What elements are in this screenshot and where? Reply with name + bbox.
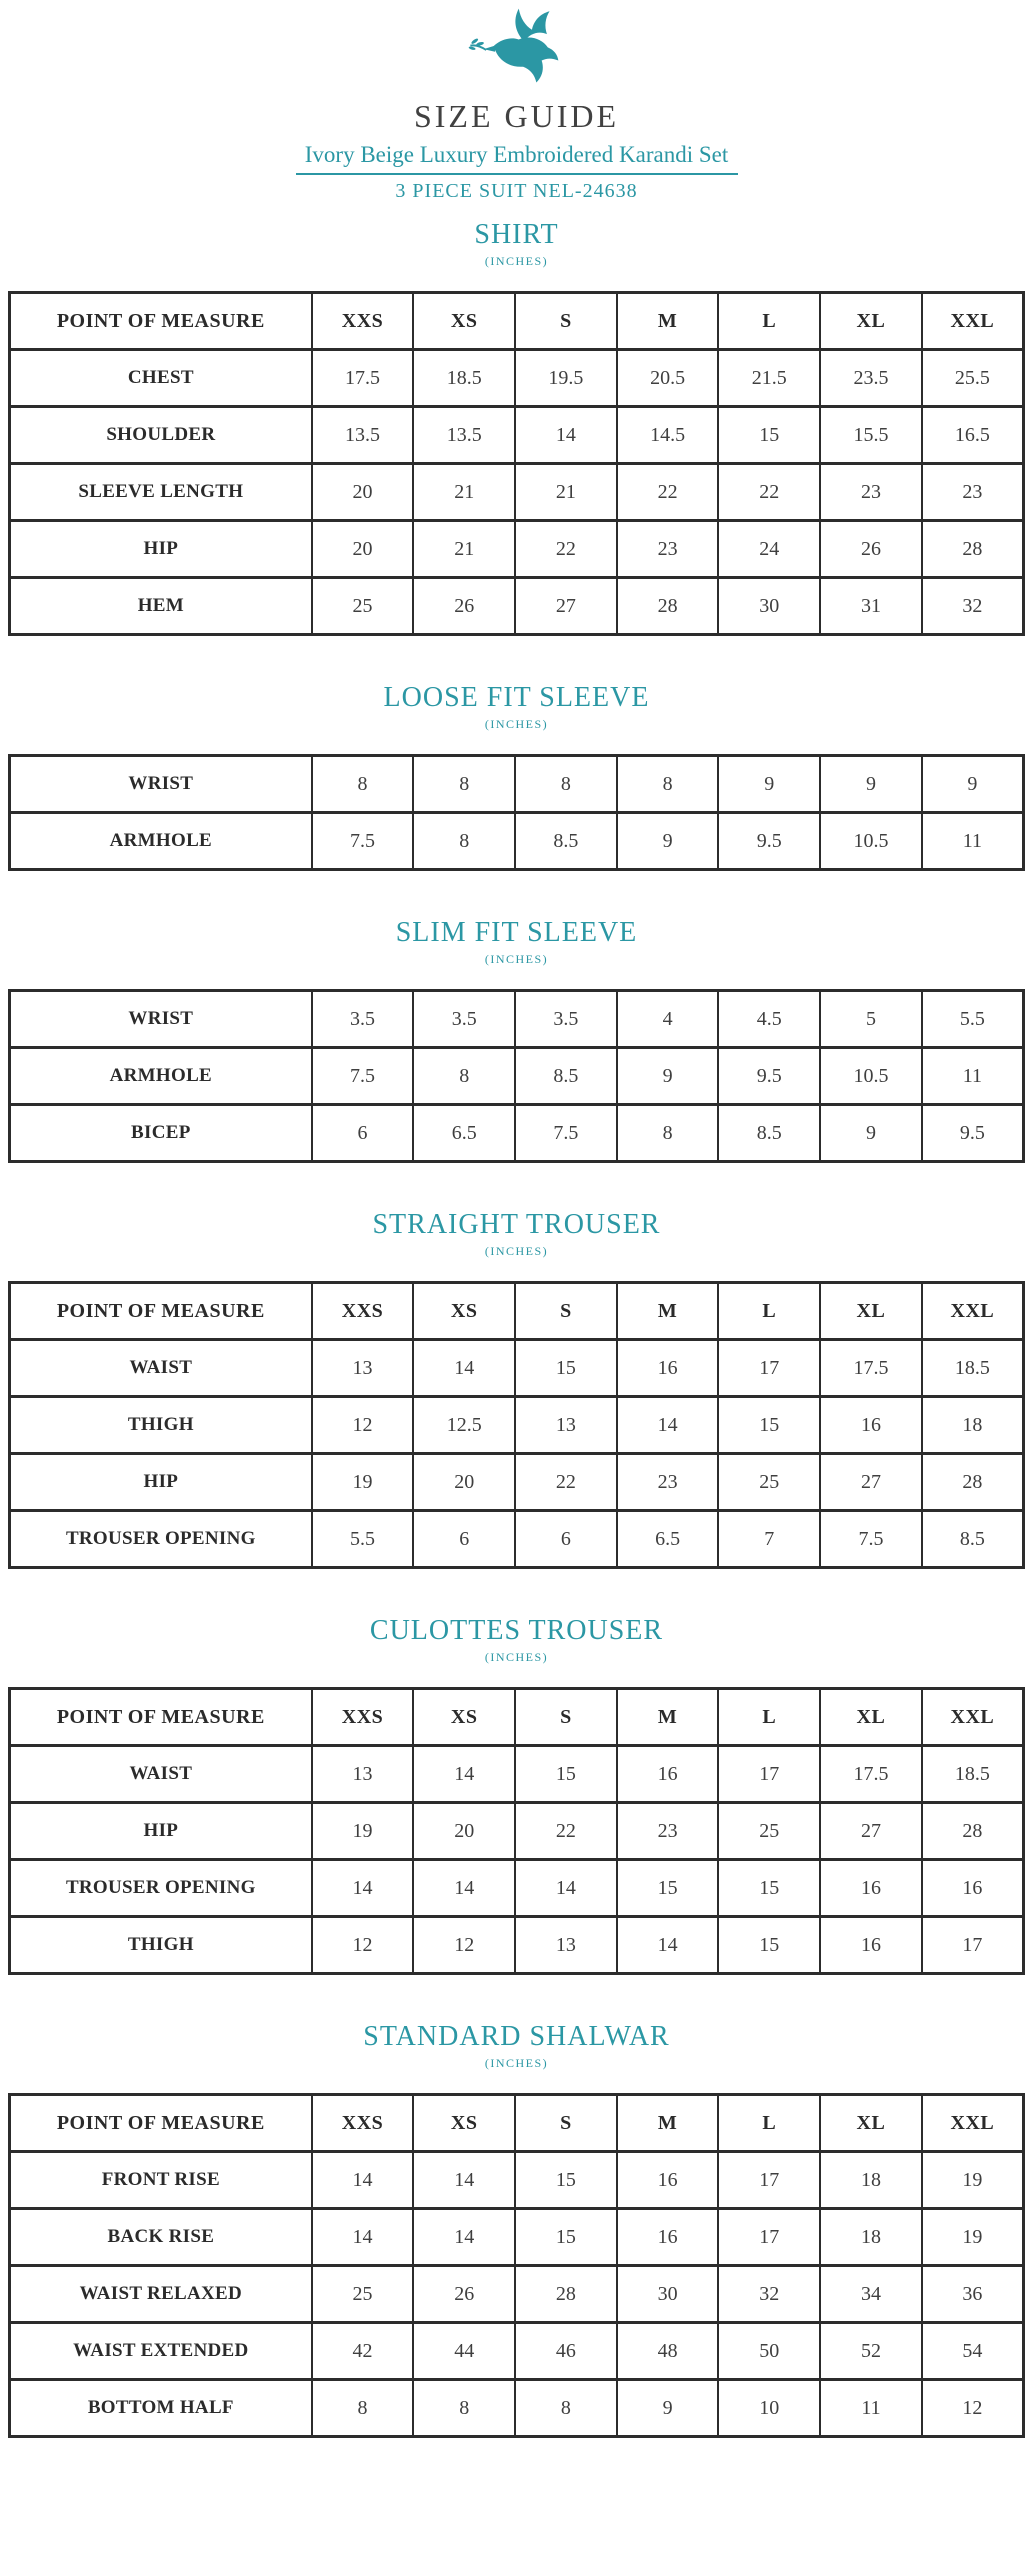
size-value-cell: 23 bbox=[922, 464, 1024, 521]
size-value-cell: 17 bbox=[718, 1340, 820, 1397]
size-value-cell: 54 bbox=[922, 2323, 1024, 2380]
size-value-cell: 25 bbox=[312, 2266, 414, 2323]
size-value-cell: 9 bbox=[617, 813, 719, 870]
size-value-cell: 14 bbox=[617, 1397, 719, 1454]
size-value-cell: 16 bbox=[820, 1917, 922, 1974]
size-value-cell: 17.5 bbox=[312, 350, 414, 407]
size-value-cell: 6 bbox=[312, 1105, 414, 1162]
size-value-cell: 19 bbox=[922, 2209, 1024, 2266]
size-value-cell: 12 bbox=[312, 1397, 414, 1454]
size-value-cell: 25.5 bbox=[922, 350, 1024, 407]
size-value-cell: 17 bbox=[718, 2152, 820, 2209]
size-value-cell: 14 bbox=[413, 2209, 515, 2266]
size-column-header: S bbox=[515, 1283, 617, 1340]
size-column-header: L bbox=[718, 1283, 820, 1340]
page-title: SIZE GUIDE bbox=[413, 98, 620, 134]
measure-row bbox=[10, 2323, 1024, 2380]
olive-leaf bbox=[468, 46, 476, 51]
size-value-cell: 9 bbox=[820, 1105, 922, 1162]
size-value-cell: 6.5 bbox=[413, 1105, 515, 1162]
size-column-header: XXS bbox=[312, 1689, 414, 1746]
size-value-cell: 16.5 bbox=[922, 407, 1024, 464]
size-value-cell: 5.5 bbox=[312, 1511, 414, 1568]
size-value-cell: 13 bbox=[312, 1746, 414, 1803]
size-value-cell: 14 bbox=[413, 1340, 515, 1397]
size-column-header: XXS bbox=[312, 2095, 414, 2152]
size-value-cell: 14 bbox=[515, 1860, 617, 1917]
measure-row-label: ARMHOLE bbox=[10, 813, 312, 870]
unit-label: (INCHES) bbox=[484, 717, 549, 731]
measure-row-label: TROUSER OPENING bbox=[10, 1860, 312, 1917]
measure-row bbox=[10, 464, 1024, 521]
size-value-cell: 17 bbox=[718, 2209, 820, 2266]
size-value-cell: 3.5 bbox=[413, 991, 515, 1048]
size-value-cell: 13 bbox=[312, 1340, 414, 1397]
size-value-cell: 15 bbox=[718, 1917, 820, 1974]
size-value-cell: 18 bbox=[820, 2209, 922, 2266]
measure-row bbox=[10, 1454, 1024, 1511]
measure-row-label: HIP bbox=[10, 1803, 312, 1860]
measure-row-label: CHEST bbox=[10, 350, 312, 407]
size-column-header: L bbox=[718, 2095, 820, 2152]
measure-row bbox=[10, 1397, 1024, 1454]
measure-row bbox=[10, 521, 1024, 578]
size-value-cell: 21 bbox=[413, 464, 515, 521]
size-value-cell: 19 bbox=[922, 2152, 1024, 2209]
size-value-cell: 20 bbox=[312, 464, 414, 521]
size-column-header: XXL bbox=[922, 1283, 1024, 1340]
size-value-cell: 8 bbox=[515, 756, 617, 813]
measure-row bbox=[10, 407, 1024, 464]
size-value-cell: 14 bbox=[312, 1860, 414, 1917]
size-value-cell: 30 bbox=[617, 2266, 719, 2323]
size-value-cell: 25 bbox=[718, 1454, 820, 1511]
size-value-cell: 42 bbox=[312, 2323, 414, 2380]
size-value-cell: 7.5 bbox=[312, 1048, 414, 1105]
measure-column-header: POINT OF MEASURE bbox=[10, 2095, 312, 2152]
size-value-cell: 15 bbox=[515, 2209, 617, 2266]
size-value-cell: 14 bbox=[312, 2152, 414, 2209]
size-value-cell: 28 bbox=[515, 2266, 617, 2323]
dove-wing bbox=[515, 9, 549, 42]
unit-label: (INCHES) bbox=[484, 2056, 549, 2070]
size-value-cell: 28 bbox=[617, 578, 719, 635]
size-value-cell: 12 bbox=[312, 1917, 414, 1974]
size-value-cell: 19 bbox=[312, 1803, 414, 1860]
size-value-cell: 17 bbox=[922, 1917, 1024, 1974]
measure-row-label: SHOULDER bbox=[10, 407, 312, 464]
size-value-cell: 16 bbox=[617, 1340, 719, 1397]
size-header-row bbox=[10, 2095, 1024, 2152]
size-column-header: L bbox=[718, 293, 820, 350]
size-value-cell: 18 bbox=[820, 2152, 922, 2209]
measure-row-label: WRIST bbox=[10, 991, 312, 1048]
size-value-cell: 20 bbox=[413, 1803, 515, 1860]
measure-row-label: THIGH bbox=[10, 1917, 312, 1974]
size-value-cell: 16 bbox=[820, 1860, 922, 1917]
size-value-cell: 8 bbox=[617, 1105, 719, 1162]
size-value-cell: 36 bbox=[922, 2266, 1024, 2323]
size-value-cell: 18.5 bbox=[922, 1340, 1024, 1397]
size-value-cell: 8 bbox=[312, 756, 414, 813]
measure-row bbox=[10, 2266, 1024, 2323]
size-value-cell: 46 bbox=[515, 2323, 617, 2380]
size-value-cell: 19.5 bbox=[515, 350, 617, 407]
size-table bbox=[8, 1687, 1025, 1975]
measure-row-label: ARMHOLE bbox=[10, 1048, 312, 1105]
size-value-cell: 27 bbox=[820, 1454, 922, 1511]
size-column-header: XS bbox=[413, 2095, 515, 2152]
measure-row bbox=[10, 2152, 1024, 2209]
size-value-cell: 8 bbox=[515, 2380, 617, 2437]
size-value-cell: 21 bbox=[515, 464, 617, 521]
size-value-cell: 20 bbox=[312, 521, 414, 578]
measure-row-label: WAIST RELAXED bbox=[10, 2266, 312, 2323]
size-value-cell: 7.5 bbox=[515, 1105, 617, 1162]
section-straight-trouser bbox=[0, 1209, 1033, 1569]
section-title: SLIM FIT SLEEVE bbox=[395, 917, 638, 948]
size-value-cell: 25 bbox=[312, 578, 414, 635]
size-value-cell: 14.5 bbox=[617, 407, 719, 464]
size-value-cell: 4 bbox=[617, 991, 719, 1048]
size-value-cell: 10.5 bbox=[820, 1048, 922, 1105]
size-column-header: XS bbox=[413, 1283, 515, 1340]
measure-row-label: WAIST EXTENDED bbox=[10, 2323, 312, 2380]
size-value-cell: 32 bbox=[718, 2266, 820, 2323]
section-culottes-trouser bbox=[0, 1615, 1033, 1975]
size-column-header: S bbox=[515, 293, 617, 350]
size-value-cell: 18.5 bbox=[413, 350, 515, 407]
size-value-cell: 6 bbox=[515, 1511, 617, 1568]
unit-label: (INCHES) bbox=[484, 1244, 549, 1258]
unit-label: (INCHES) bbox=[484, 1650, 549, 1664]
size-guide-header bbox=[0, 6, 1033, 203]
size-value-cell: 3.5 bbox=[312, 991, 414, 1048]
size-value-cell: 6.5 bbox=[617, 1511, 719, 1568]
size-value-cell: 22 bbox=[617, 464, 719, 521]
size-value-cell: 11 bbox=[820, 2380, 922, 2437]
measure-row bbox=[10, 1746, 1024, 1803]
size-value-cell: 16 bbox=[922, 1860, 1024, 1917]
size-value-cell: 22 bbox=[718, 464, 820, 521]
measure-row bbox=[10, 991, 1024, 1048]
size-value-cell: 15 bbox=[515, 1340, 617, 1397]
size-tables bbox=[0, 219, 1033, 2438]
size-value-cell: 11 bbox=[922, 813, 1024, 870]
size-value-cell: 16 bbox=[820, 1397, 922, 1454]
size-value-cell: 7 bbox=[718, 1511, 820, 1568]
measure-row bbox=[10, 1105, 1024, 1162]
size-table bbox=[8, 2093, 1025, 2438]
section-title: STANDARD SHALWAR bbox=[363, 2021, 670, 2052]
measure-row-label: THIGH bbox=[10, 1397, 312, 1454]
size-value-cell: 8 bbox=[312, 2380, 414, 2437]
section-title: SHIRT bbox=[474, 219, 559, 250]
size-value-cell: 16 bbox=[617, 2209, 719, 2266]
dove-body bbox=[493, 38, 558, 83]
size-value-cell: 17.5 bbox=[820, 1746, 922, 1803]
size-value-cell: 3.5 bbox=[515, 991, 617, 1048]
size-value-cell: 14 bbox=[413, 1860, 515, 1917]
measure-column-header: POINT OF MEASURE bbox=[10, 1283, 312, 1340]
size-column-header: M bbox=[617, 2095, 719, 2152]
size-value-cell: 13.5 bbox=[413, 407, 515, 464]
measure-row bbox=[10, 1860, 1024, 1917]
size-value-cell: 23 bbox=[820, 464, 922, 521]
measure-row-label: WRIST bbox=[10, 756, 312, 813]
size-value-cell: 12.5 bbox=[413, 1397, 515, 1454]
size-value-cell: 44 bbox=[413, 2323, 515, 2380]
size-value-cell: 5 bbox=[820, 991, 922, 1048]
measure-row-label: HIP bbox=[10, 521, 312, 578]
size-column-header: XL bbox=[820, 1689, 922, 1746]
size-value-cell: 12 bbox=[413, 1917, 515, 1974]
size-column-header: XXL bbox=[922, 2095, 1024, 2152]
size-value-cell: 21.5 bbox=[718, 350, 820, 407]
size-value-cell: 27 bbox=[515, 578, 617, 635]
size-value-cell: 15 bbox=[515, 2152, 617, 2209]
size-value-cell: 34 bbox=[820, 2266, 922, 2323]
size-column-header: M bbox=[617, 293, 719, 350]
measure-row-label: FRONT RISE bbox=[10, 2152, 312, 2209]
size-value-cell: 7.5 bbox=[312, 813, 414, 870]
measure-row bbox=[10, 1340, 1024, 1397]
size-value-cell: 8 bbox=[413, 756, 515, 813]
size-value-cell: 22 bbox=[515, 521, 617, 578]
size-value-cell: 22 bbox=[515, 1454, 617, 1511]
size-value-cell: 15.5 bbox=[820, 407, 922, 464]
measure-column-header: POINT OF MEASURE bbox=[10, 1689, 312, 1746]
size-value-cell: 15 bbox=[718, 1397, 820, 1454]
measure-row bbox=[10, 813, 1024, 870]
size-value-cell: 22 bbox=[515, 1803, 617, 1860]
size-value-cell: 14 bbox=[617, 1917, 719, 1974]
size-value-cell: 7.5 bbox=[820, 1511, 922, 1568]
size-value-cell: 8 bbox=[617, 756, 719, 813]
size-value-cell: 14 bbox=[312, 2209, 414, 2266]
size-value-cell: 26 bbox=[413, 2266, 515, 2323]
size-value-cell: 16 bbox=[617, 1746, 719, 1803]
size-value-cell: 8.5 bbox=[515, 1048, 617, 1105]
size-value-cell: 25 bbox=[718, 1803, 820, 1860]
section-standard-shalwar bbox=[0, 2021, 1033, 2438]
measure-row-label: BICEP bbox=[10, 1105, 312, 1162]
measure-row-label: HIP bbox=[10, 1454, 312, 1511]
size-value-cell: 17.5 bbox=[820, 1340, 922, 1397]
measure-row-label: SLEEVE LENGTH bbox=[10, 464, 312, 521]
dove-olive-branch-icon bbox=[467, 6, 567, 94]
size-header-row bbox=[10, 1689, 1024, 1746]
size-value-cell: 31 bbox=[820, 578, 922, 635]
section-title: CULOTTES TROUSER bbox=[369, 1615, 664, 1646]
size-value-cell: 8.5 bbox=[515, 813, 617, 870]
size-value-cell: 17 bbox=[718, 1746, 820, 1803]
measure-row bbox=[10, 1048, 1024, 1105]
measure-row bbox=[10, 2209, 1024, 2266]
size-header-row bbox=[10, 1283, 1024, 1340]
size-value-cell: 8 bbox=[413, 2380, 515, 2437]
measure-row-label: HEM bbox=[10, 578, 312, 635]
size-value-cell: 23 bbox=[617, 1454, 719, 1511]
size-value-cell: 15 bbox=[718, 1860, 820, 1917]
size-value-cell: 14 bbox=[413, 1746, 515, 1803]
size-value-cell: 13 bbox=[515, 1917, 617, 1974]
size-value-cell: 50 bbox=[718, 2323, 820, 2380]
size-value-cell: 18 bbox=[922, 1397, 1024, 1454]
size-column-header: XXS bbox=[312, 1283, 414, 1340]
section-shirt bbox=[0, 219, 1033, 636]
size-column-header: M bbox=[617, 1689, 719, 1746]
product-name: Ivory Beige Luxury Embroidered Karandi Set bbox=[304, 142, 729, 167]
measure-row bbox=[10, 2380, 1024, 2437]
size-value-cell: 8.5 bbox=[922, 1511, 1024, 1568]
size-value-cell: 23 bbox=[617, 1803, 719, 1860]
measure-row-label: WAIST bbox=[10, 1746, 312, 1803]
measure-row-label: BACK RISE bbox=[10, 2209, 312, 2266]
size-value-cell: 52 bbox=[820, 2323, 922, 2380]
size-value-cell: 32 bbox=[922, 578, 1024, 635]
size-value-cell: 23.5 bbox=[820, 350, 922, 407]
size-value-cell: 9.5 bbox=[718, 1048, 820, 1105]
measure-column-header: POINT OF MEASURE bbox=[10, 293, 312, 350]
measure-row bbox=[10, 1917, 1024, 1974]
measure-row bbox=[10, 756, 1024, 813]
size-value-cell: 8.5 bbox=[718, 1105, 820, 1162]
size-value-cell: 15 bbox=[515, 1746, 617, 1803]
size-column-header: XXL bbox=[922, 1689, 1024, 1746]
size-value-cell: 26 bbox=[820, 521, 922, 578]
size-value-cell: 9 bbox=[718, 756, 820, 813]
size-column-header: S bbox=[515, 1689, 617, 1746]
measure-row-label: BOTTOM HALF bbox=[10, 2380, 312, 2437]
section-loose-fit-sleeve bbox=[0, 682, 1033, 871]
size-table bbox=[8, 754, 1025, 871]
section-title: LOOSE FIT SLEEVE bbox=[383, 682, 650, 713]
size-value-cell: 28 bbox=[922, 1803, 1024, 1860]
size-value-cell: 6 bbox=[413, 1511, 515, 1568]
size-value-cell: 48 bbox=[617, 2323, 719, 2380]
size-value-cell: 8 bbox=[413, 1048, 515, 1105]
size-value-cell: 9 bbox=[820, 756, 922, 813]
size-value-cell: 23 bbox=[617, 521, 719, 578]
size-value-cell: 9.5 bbox=[718, 813, 820, 870]
size-table bbox=[8, 291, 1025, 636]
size-value-cell: 18.5 bbox=[922, 1746, 1024, 1803]
size-value-cell: 30 bbox=[718, 578, 820, 635]
size-column-header: XXL bbox=[922, 293, 1024, 350]
size-column-header: XL bbox=[820, 293, 922, 350]
size-value-cell: 9 bbox=[617, 2380, 719, 2437]
size-column-header: XS bbox=[413, 293, 515, 350]
size-value-cell: 9 bbox=[617, 1048, 719, 1105]
measure-row-label: WAIST bbox=[10, 1340, 312, 1397]
size-column-header: S bbox=[515, 2095, 617, 2152]
title-divider bbox=[296, 173, 738, 175]
size-value-cell: 5.5 bbox=[922, 991, 1024, 1048]
size-value-cell: 14 bbox=[413, 2152, 515, 2209]
section-title: STRAIGHT TROUSER bbox=[372, 1209, 661, 1240]
unit-label: (INCHES) bbox=[484, 254, 549, 268]
unit-label: (INCHES) bbox=[484, 952, 549, 966]
measure-row-label: TROUSER OPENING bbox=[10, 1511, 312, 1568]
size-value-cell: 24 bbox=[718, 521, 820, 578]
measure-row bbox=[10, 350, 1024, 407]
size-value-cell: 14 bbox=[515, 407, 617, 464]
size-value-cell: 27 bbox=[820, 1803, 922, 1860]
size-column-header: XL bbox=[820, 1283, 922, 1340]
size-value-cell: 8 bbox=[413, 813, 515, 870]
size-value-cell: 13.5 bbox=[312, 407, 414, 464]
size-value-cell: 4.5 bbox=[718, 991, 820, 1048]
size-value-cell: 9 bbox=[922, 756, 1024, 813]
size-column-header: M bbox=[617, 1283, 719, 1340]
product-code: 3 PIECE SUIT NEL-24638 bbox=[395, 180, 638, 202]
size-column-header: XS bbox=[413, 1689, 515, 1746]
size-value-cell: 10 bbox=[718, 2380, 820, 2437]
size-value-cell: 9.5 bbox=[922, 1105, 1024, 1162]
size-column-header: XXS bbox=[312, 293, 414, 350]
size-value-cell: 20 bbox=[413, 1454, 515, 1511]
size-value-cell: 20.5 bbox=[617, 350, 719, 407]
measure-row bbox=[10, 1803, 1024, 1860]
size-value-cell: 21 bbox=[413, 521, 515, 578]
size-value-cell: 19 bbox=[312, 1454, 414, 1511]
size-column-header: XL bbox=[820, 2095, 922, 2152]
size-value-cell: 13 bbox=[515, 1397, 617, 1454]
measure-row bbox=[10, 578, 1024, 635]
size-value-cell: 11 bbox=[922, 1048, 1024, 1105]
size-column-header: L bbox=[718, 1689, 820, 1746]
size-value-cell: 12 bbox=[922, 2380, 1024, 2437]
size-value-cell: 15 bbox=[718, 407, 820, 464]
measure-row bbox=[10, 1511, 1024, 1568]
size-value-cell: 10.5 bbox=[820, 813, 922, 870]
size-value-cell: 15 bbox=[617, 1860, 719, 1917]
size-header-row bbox=[10, 293, 1024, 350]
section-slim-fit-sleeve bbox=[0, 917, 1033, 1163]
size-table bbox=[8, 989, 1025, 1163]
size-value-cell: 28 bbox=[922, 521, 1024, 578]
size-value-cell: 16 bbox=[617, 2152, 719, 2209]
size-table bbox=[8, 1281, 1025, 1569]
size-value-cell: 26 bbox=[413, 578, 515, 635]
size-value-cell: 28 bbox=[922, 1454, 1024, 1511]
